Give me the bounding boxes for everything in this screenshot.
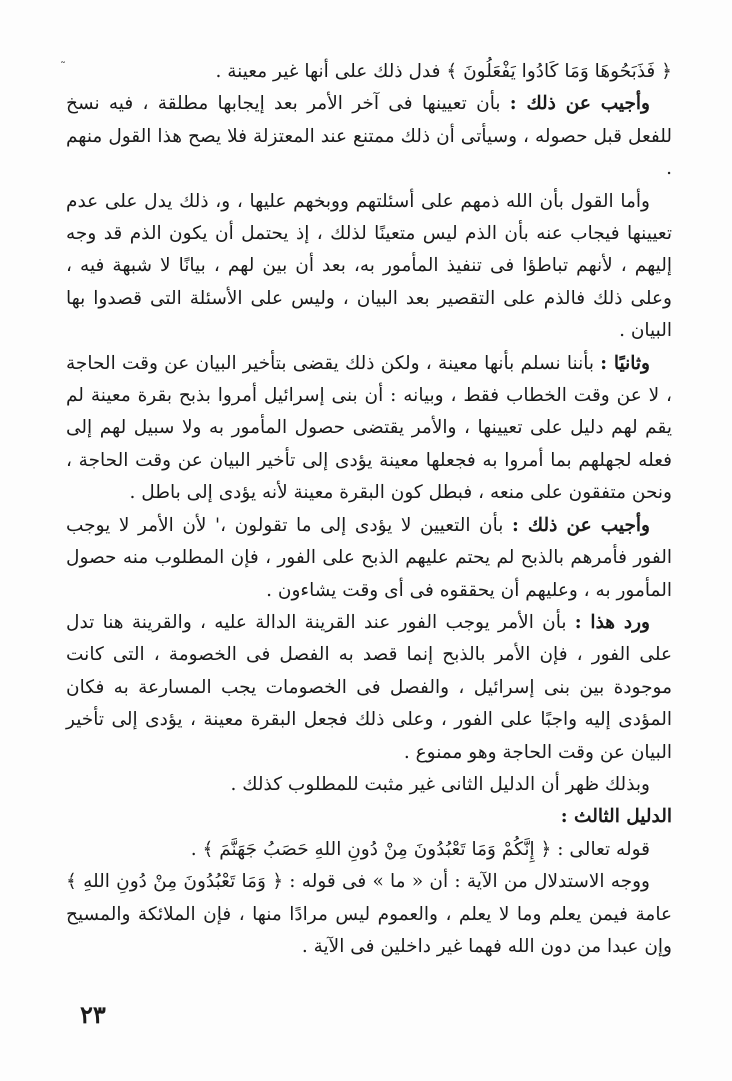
paragraph	[66, 607, 672, 769]
paragraph	[66, 769, 672, 801]
paragraph	[66, 510, 672, 607]
paragraph-text: وأما القول بأن الله ذمهم على أسئلتهم ووبخهم عليها ، و، ذلك يدل على عدم تعيينها فيجاب عنه بأن الذم ليس متعينًا لذلك ، إذ يحتمل أن يكون الذم قد وجه إليهم ، لأنهم تباطؤا فى تنفيذ المأمور به، بعد أن بين لهم ، بيانًا لا شبهة فيه ، وعلى ذلك فالذم على التقصير بعد البيان ، وليس على الأسئلة التى قصدوا بها البيان .	[66, 190, 672, 342]
paragraph-text: بأن التعيين لا يؤدى إلى ما تقولون ،' لأن الأمر لا يوجب الفور فأمرهم بالذبح لم يحتم عليهم الذبح على الفور ، فإن المطلوب منه حصول المأمور به ، وعليهم أن يحققوه فى أى وقت يشاءون .	[66, 514, 672, 601]
paragraph-text: وبذلك ظهر أن الدليل الثانى غير مثبت للمطلوب كذلك .	[230, 773, 650, 795]
paragraph-lead: وثانيًا :	[600, 352, 650, 374]
verse-continuation: ﴿ فَذَبَحُوهَا وَمَا كَادُوا يَفْعَلُونَ ﴾ فدل ذلك على أنها غير معينة .	[215, 61, 672, 82]
body-text	[66, 56, 672, 963]
paragraph-text: بأن تعيينها فى آخر الأمر بعد إيجابها مطلقة ، فيه نسخ للفعل قبل حصوله ، وسيأتى أن ذلك ممتنع عند المعتزلة فلا يصح هذا القول منهم .	[66, 93, 672, 180]
paragraph	[66, 186, 672, 348]
ornament-mark: ˜	[60, 60, 66, 74]
section-heading: الدليل الثالث :	[560, 806, 672, 828]
paragraph	[66, 88, 672, 185]
page-number: ٢٣	[80, 1000, 106, 1029]
paragraph-text: ووجه الاستدلال من الآية : أن « ما » فى قوله : ﴿ وَمَا تَعْبُدُونَ مِنْ دُونِ اللهِ ﴾ عامة فيمن يعلم وما لا يعلم ، والعموم ليس مرادًا منها ، فإن الملائكة والمسيح وإن عبدا من دون الله فهما غير داخلين فى الآية .	[66, 871, 672, 957]
paragraph-lead: وأجيب عن ذلك :	[509, 93, 650, 115]
paragraph-lead: وأجيب عن ذلك :	[511, 514, 650, 536]
paragraph	[66, 866, 672, 963]
paragraph-lead: ورد هذا :	[574, 611, 650, 633]
paragraph-text: بأننا نسلم بأنها معينة ، ولكن ذلك يقضى بتأخير البيان عن وقت الحاجة ، لا عن وقت الخطاب فقط ، وبيانه : أن بنى إسرائيل أمروا بذبح بقرة معينة لم يقم لهم دليل على تعيينها ، والأمر يقتضى حصول المأمور به ولا سبيل لهم إلى فعله لجهلهم بما أمروا به فجعلها معينة يؤدى إلى تأخير البيان عن وقت الحاجة ، ونحن متفقون على منعه ، فبطل كون البقرة معينة لأنه يؤدى إلى باطل .	[66, 352, 672, 504]
paragraph-text: بأن الأمر يوجب الفور عند القرينة الدالة عليه ، والقرينة هنا تدل على الفور ، فإن الأمر بالذبح إنما قصد به الفصل فى الخصومة ، التى كانت موجودة بين بنى إسرائيل ، والفصل فى الخصومات يجب المسارعة به فكان المؤدى إليه واجبًا على الفور ، وعلى ذلك فجعل البقرة معينة ، يؤدى إلى تأخير البيان عن وقت الحاجة وهو ممنوع .	[66, 611, 672, 763]
verse-quote: قوله تعالى : ﴿ إِنَّكُمْ وَمَا تَعْبُدُونَ مِنْ دُونِ اللهِ حَصَبُ جَهَنَّمَ ﴾ .	[190, 838, 650, 860]
paragraph	[66, 56, 672, 88]
paragraph	[66, 348, 672, 510]
paragraph	[66, 834, 672, 866]
